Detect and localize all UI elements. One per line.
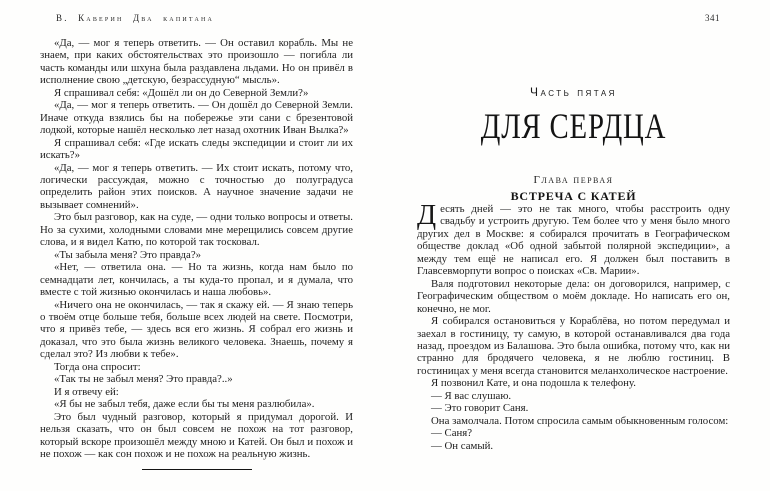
running-header: В. Каверин Два капитана bbox=[56, 13, 215, 23]
first-paragraph bbox=[417, 200, 730, 278]
page-number: 341 bbox=[705, 13, 720, 23]
left-page-body bbox=[40, 37, 353, 470]
chapter-title: ВСТРЕЧА С КАТЕЙ bbox=[510, 189, 637, 203]
paragraph: — Он самый. bbox=[431, 439, 494, 452]
paragraph: Я спрашивал себя: «Где искать следы экспедиции и стоит ли их искать?» bbox=[40, 136, 353, 162]
chapter-label: Глава первая bbox=[533, 174, 614, 186]
paragraph: «Нет, — ответила она. — Но та жизнь, когда нам было по семнадцати лет, кончилась, а ты куда-то пропал, и я думала, что вместе с той жизнью окончилась и наша любовь». bbox=[40, 261, 353, 299]
paragraph: «Да, — мог я теперь ответить. — Он оставил корабль. Мы не знаем, при каких обстоятельствах это произошло — погибла ли часть команды или шхуна была раздавлена льдами. Но он привёл в исполнение свою „детскую, безрассудную“ мысль». bbox=[40, 37, 353, 87]
right-page bbox=[417, 0, 730, 491]
left-page bbox=[40, 0, 353, 491]
right-paragraph-list bbox=[417, 278, 730, 452]
drop-cap: Д bbox=[417, 200, 437, 231]
paragraph: Валя подготовил некоторые дела: он договорился, например, с Географическим обществом о моём докладе. Но написать его он, конечно, не мог. bbox=[417, 277, 730, 315]
part-label: Часть пятая bbox=[530, 85, 617, 99]
paragraph: Я собирался остановиться у Кораблёва, но потом передумал и заехал в гостиницу, ту самую, в которой останавливался два года назад, проездом из Балашова. Это была ошибка, потому что, как ни странно для бродячего человека, я не люблю гостиниц. В гостиницах у меня всегда становится меланхолическое настроение. bbox=[417, 315, 730, 377]
paragraph: — Это говорит Саня. bbox=[431, 402, 529, 415]
paragraph: И я отвечу ей: bbox=[54, 385, 119, 398]
first-paragraph-text: есять дней — это не так много, чтобы расстроить одну свадьбу и устроить другую. Тем более что у меня было много других дел в Москве: я собирался прочитать в Географическом обществе доклад «Об одной забытой полярной экспедиции», а между тем ещё не написал его. Я должен был поставить в Главсевморпути вопрос о поисках «Св. Марии». bbox=[417, 203, 730, 278]
section-divider bbox=[142, 469, 252, 470]
paragraph: Я позвонил Кате, и она подошла к телефону. bbox=[431, 377, 636, 390]
paragraph: Она замолчала. Потом спросила самым обыкновенным голосом: bbox=[431, 414, 729, 427]
paragraph: — Саня? bbox=[431, 427, 473, 440]
right-page-body bbox=[417, 200, 730, 452]
left-paragraph-list bbox=[40, 37, 353, 460]
paragraph: «Да, — мог я теперь ответить. — Он дошёл до Северной Земли. Иначе откуда взялись бы на побережье эти сани с брезентовой лодкой, которые нашёл несколько лет назад охотник Иван Вылка?» bbox=[40, 99, 353, 137]
paragraph: — Я вас слушаю. bbox=[431, 389, 512, 402]
paragraph: «Да, — мог я теперь ответить. — Их стоит искать, потому что, логически рассуждая, можно с точностью до полуградуса определить район этих поисков. А научное значение задачи не вызывает сомнений». bbox=[40, 161, 353, 211]
paragraph: «Ты забыла меня? Это правда?» bbox=[54, 248, 202, 261]
paragraph: «Ничего она не окончилась, — так я скажу ей. — Я знаю теперь о твоём отце больше тебя, больше всех людей на свете. Посмотри, что я привёз тебе, — здесь вся его жизнь. Я собрал его жизнь и доказал, что это была жизнь великого человека. Знаешь, почему я сделал это? Из любви к тебе». bbox=[40, 298, 353, 361]
paragraph: Это был разговор, как на суде, — одни только вопросы и ответы. Но за сухими, холодными словами мне мерещились совсем другие слова, и я видел Катю, по которой так тосковал. bbox=[40, 211, 353, 249]
paragraph: «Так ты не забыл меня? Это правда?..» bbox=[54, 373, 233, 386]
paragraph: «Я бы не забыл тебя, даже если бы ты меня разлюбила». bbox=[54, 398, 315, 411]
part-title: ДЛЯ СЕРДЦА bbox=[480, 106, 667, 146]
paragraph: Тогда она спросит: bbox=[54, 360, 141, 373]
paragraph: Я спрашивал себя: «Дошёл ли он до Северной Земли?» bbox=[54, 86, 309, 99]
paragraph: Это был чудный разговор, который я придумал дорогой. И нельзя сказать, что он был совсем не похож на тот разговор, который вскоре произошёл между мною и Катей. Он был и похож и не похож — как сон похож и не похож на реальную жизнь. bbox=[40, 410, 353, 460]
